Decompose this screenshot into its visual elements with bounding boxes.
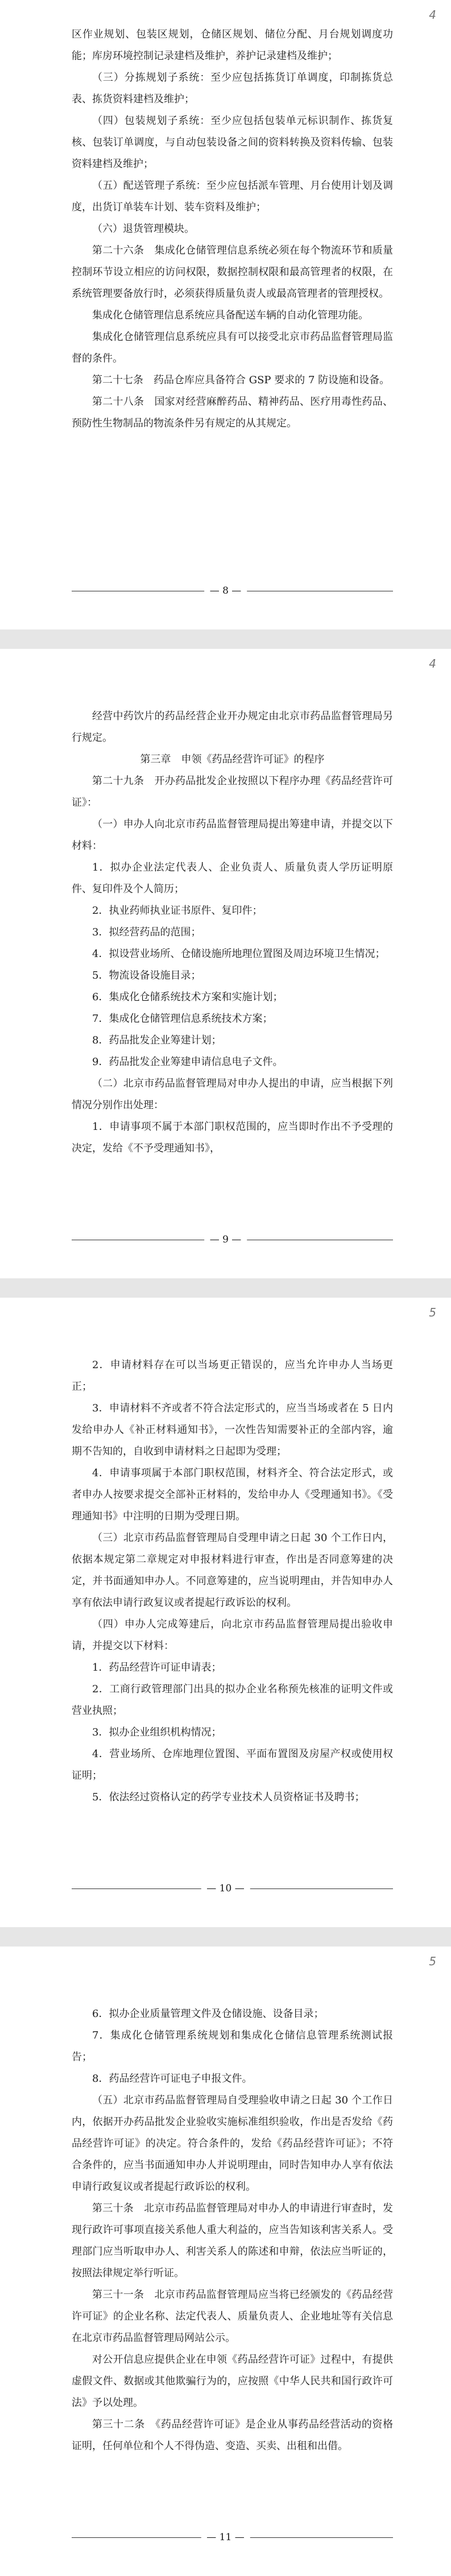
paragraph: 集成化仓储管理信息系统应具有可以接受北京市药品监督管理局监督的条件。 — [72, 331, 393, 365]
paragraph: 4．营业场所、仓库地理位置图、平面布置图及房屋产权或使用权证明； — [72, 1748, 393, 1782]
paragraph: （一）申办人向北京市药品监督管理局提出筹建申请，并提交以下材料： — [72, 818, 393, 852]
page-body — [72, 1355, 393, 1808]
paragraph: 3．拟经营药品的范围； — [92, 926, 201, 938]
paragraph: 1．拟办企业法定代表人、企业负责人、质量负责人学历证明原件、复印件及个人简历； — [72, 862, 393, 895]
paragraph: 第二十九条 开办药品批发企业按照以下程序办理《药品经营许可证》： — [72, 775, 393, 809]
page-footer — [0, 584, 451, 600]
paragraph: 区作业规划、包装区规划，仓储区规划、储位分配、月台规划调度功能；库房环境控制记录建档及维护，养护记录建档及维护； — [72, 28, 393, 62]
paragraph: （三）北京市药品监督管理局自受理申请之日起 30 个工作日内，依据本规定第二章规定对申报材料进行审查，作出是否同意筹建的决定，并书面通知申办人。不同意筹建的，应当说明理由，并告知申办人享有依法申请行政复议或者提起行政诉讼的权利。 — [72, 1532, 393, 1609]
paragraph: 第二十七条 药品仓库应具备符合 GSP 要求的 7 防设施和设备。 — [92, 374, 390, 386]
paragraph: 第三十二条 《药品经营许可证》是企业从事药品经营活动的资格证明，任何单位和个人不得伪造、变造、买卖、出租和出借。 — [72, 2418, 393, 2452]
paragraph: 8．药品经营许可证电子申报文件。 — [92, 2073, 253, 2085]
document-page-9 — [0, 649, 451, 1278]
page-footer — [0, 2531, 451, 2546]
document-page-10 — [0, 1298, 451, 1927]
paragraph: （四）申办人完成筹建后，向北京市药品监督管理局提出验收申请，并提交以下材料： — [72, 1618, 393, 1652]
document-page-8 — [0, 0, 451, 629]
page-footer — [0, 1233, 451, 1249]
paragraph: 7．集成化仓储管理系统规划和集成化仓储信息管理系统测试报告； — [72, 2030, 393, 2063]
paragraph: 7．集成化仓储管理信息系统技术方案； — [92, 1013, 273, 1025]
page-corner-mark: 5 — [429, 1954, 436, 1968]
paragraph: 第二十八条 国家对经营麻醉药品、精神药品、医疗用毒性药品、预防性生物制品的物流条件另有规定的从其规定。 — [72, 396, 393, 429]
page-footer — [0, 1882, 451, 1898]
paragraph: 5．依法经过资格认定的药学专业技术人员资格证书及聘书； — [92, 1791, 365, 1803]
paragraph: 对公开信息应提供企业在申领《药品经营许可证》过程中，有提供虚假文件、数据或其他欺骗行为的，应按照《中华人民共和国行政许可法》予以处理。 — [72, 2354, 393, 2409]
paragraph: （二）北京市药品监督管理局对申办人提出的申请，应当根据下列情况分别作出处理： — [72, 1078, 393, 1111]
paragraph: 3．申请材料不齐或者不符合法定形式的，应当当场或者在 5 日内发给申办人《补正材料通知书》，一次性告知需要补正的全部内容，逾期不告知的，自收到申请材料之日起即为受理； — [72, 1402, 393, 1457]
page-body — [72, 2003, 393, 2457]
document-page-11 — [0, 1947, 451, 2576]
page-body — [72, 24, 393, 434]
paragraph: 2．工商行政管理部门出具的拟办企业名称预先核准的证明文件或营业执照； — [72, 1683, 393, 1717]
paragraph: （五）配送管理子系统：至少应包括派车管理、月台使用计划及调度，出货订单装车计划、装车资料及维护； — [72, 180, 393, 213]
paragraph: 1．药品经营许可证申请表； — [92, 1662, 222, 1674]
paragraph: 集成化仓储管理信息系统应具备配送车辆的自动化管理功能。 — [92, 309, 369, 321]
paragraph: 2．执业药师执业证书原件、复印件； — [92, 905, 263, 917]
page-corner-mark: 5 — [429, 1306, 436, 1319]
page-number: — 9 — — [204, 1233, 247, 1246]
paragraph: （六）退货管理模块。 — [92, 223, 195, 235]
paragraph: 第三十一条 北京市药品监督管理局应当将已经颁发的《药品经营许可证》的企业名称、法定代表人、质量负责人、企业地址等有关信息在北京市药品监督管理局网站公示。 — [72, 2289, 393, 2344]
page-number: — 11 — — [201, 2531, 250, 2544]
paragraph: 6．集成化仓储系统技术方案和实施计划； — [92, 991, 283, 1003]
page-corner-mark: 4 — [429, 657, 436, 670]
page-corner-mark: 4 — [429, 8, 436, 22]
paragraph: 6．拟办企业质量管理文件及仓储设施、设备目录； — [92, 2008, 324, 2020]
paragraph: （三）分拣规划子系统：至少应包括拣货订单调度，印制拣货总表、拣货资料建档及维护； — [72, 72, 393, 105]
page-number: — 8 — — [204, 584, 247, 598]
paragraph: 第三十条 北京市药品监督管理局对申办人的申请进行审查时，发现行政许可事项直接关系他人重大利益的，应当告知该利害关系人。受理部门应当听取申办人、利害关系人的陈述和申辩，依法应当听证的，按照法律规定举行听证。 — [72, 2202, 393, 2279]
paragraph: （五）北京市药品监督管理局自受理验收申请之日起 30 个工作日内，依据开办药品批发企业验收实施标准组织验收，作出是否发给《药品经营许可证》的决定。符合条件的，发给《药品经营许可证》；不符合条件的，应当书面通知申办人并说明理由，同时告知申办人享有依法申请行政复议或者提起行政诉讼的权利。 — [72, 2094, 393, 2193]
paragraph: 经营中药饮片的药品经营企业开办规定由北京市药品监督管理局另行规定。 — [72, 710, 393, 744]
paragraph: 4．拟设营业场所、仓储设施所地理位置图及周边环境卫生情况； — [92, 948, 386, 960]
paragraph: 2．申请材料存在可以当场更正错误的，应当允许申办人当场更正； — [72, 1359, 393, 1393]
page-number: — 10 — — [201, 1882, 250, 1895]
paragraph: 4．申请事项属于本部门职权范围，材料齐全、符合法定形式，或者申办人按要求提交全部补正材料的，发给申办人《受理通知书》。《受理通知书》中注明的日期为受理日期。 — [72, 1467, 393, 1522]
paragraph: 9．药品批发企业筹建申请信息电子文件。 — [92, 1056, 283, 1068]
paragraph: 8．药品批发企业筹建计划； — [92, 1034, 222, 1046]
chapter-heading: 第三章 申领《药品经营许可证》的程序 — [140, 753, 325, 765]
paragraph: 1．申请事项不属于本部门职权范围的，应当即时作出不予受理的决定，发给《不予受理通知书》， — [72, 1121, 393, 1154]
paragraph: 5．物流设备设施目录； — [92, 970, 201, 981]
paragraph: 第二十六条 集成化仓储管理信息系统必须在每个物流环节和质量控制环节设立相应的访问权限，数据控制权限和最高管理者的权限，在系统管理要备放行时，必须获得质量负责人或最高管理者的管理授权。 — [72, 245, 393, 300]
paragraph: （四）包装规划子系统：至少应包括包装单元标识制作、拣货复核、包装订单调度，与自动包装设备之间的资料转换及资料传输、包装资料建档及维护； — [72, 115, 393, 170]
paragraph: 3．拟办企业组织机构情况； — [92, 1726, 222, 1738]
page-body — [72, 706, 393, 1159]
